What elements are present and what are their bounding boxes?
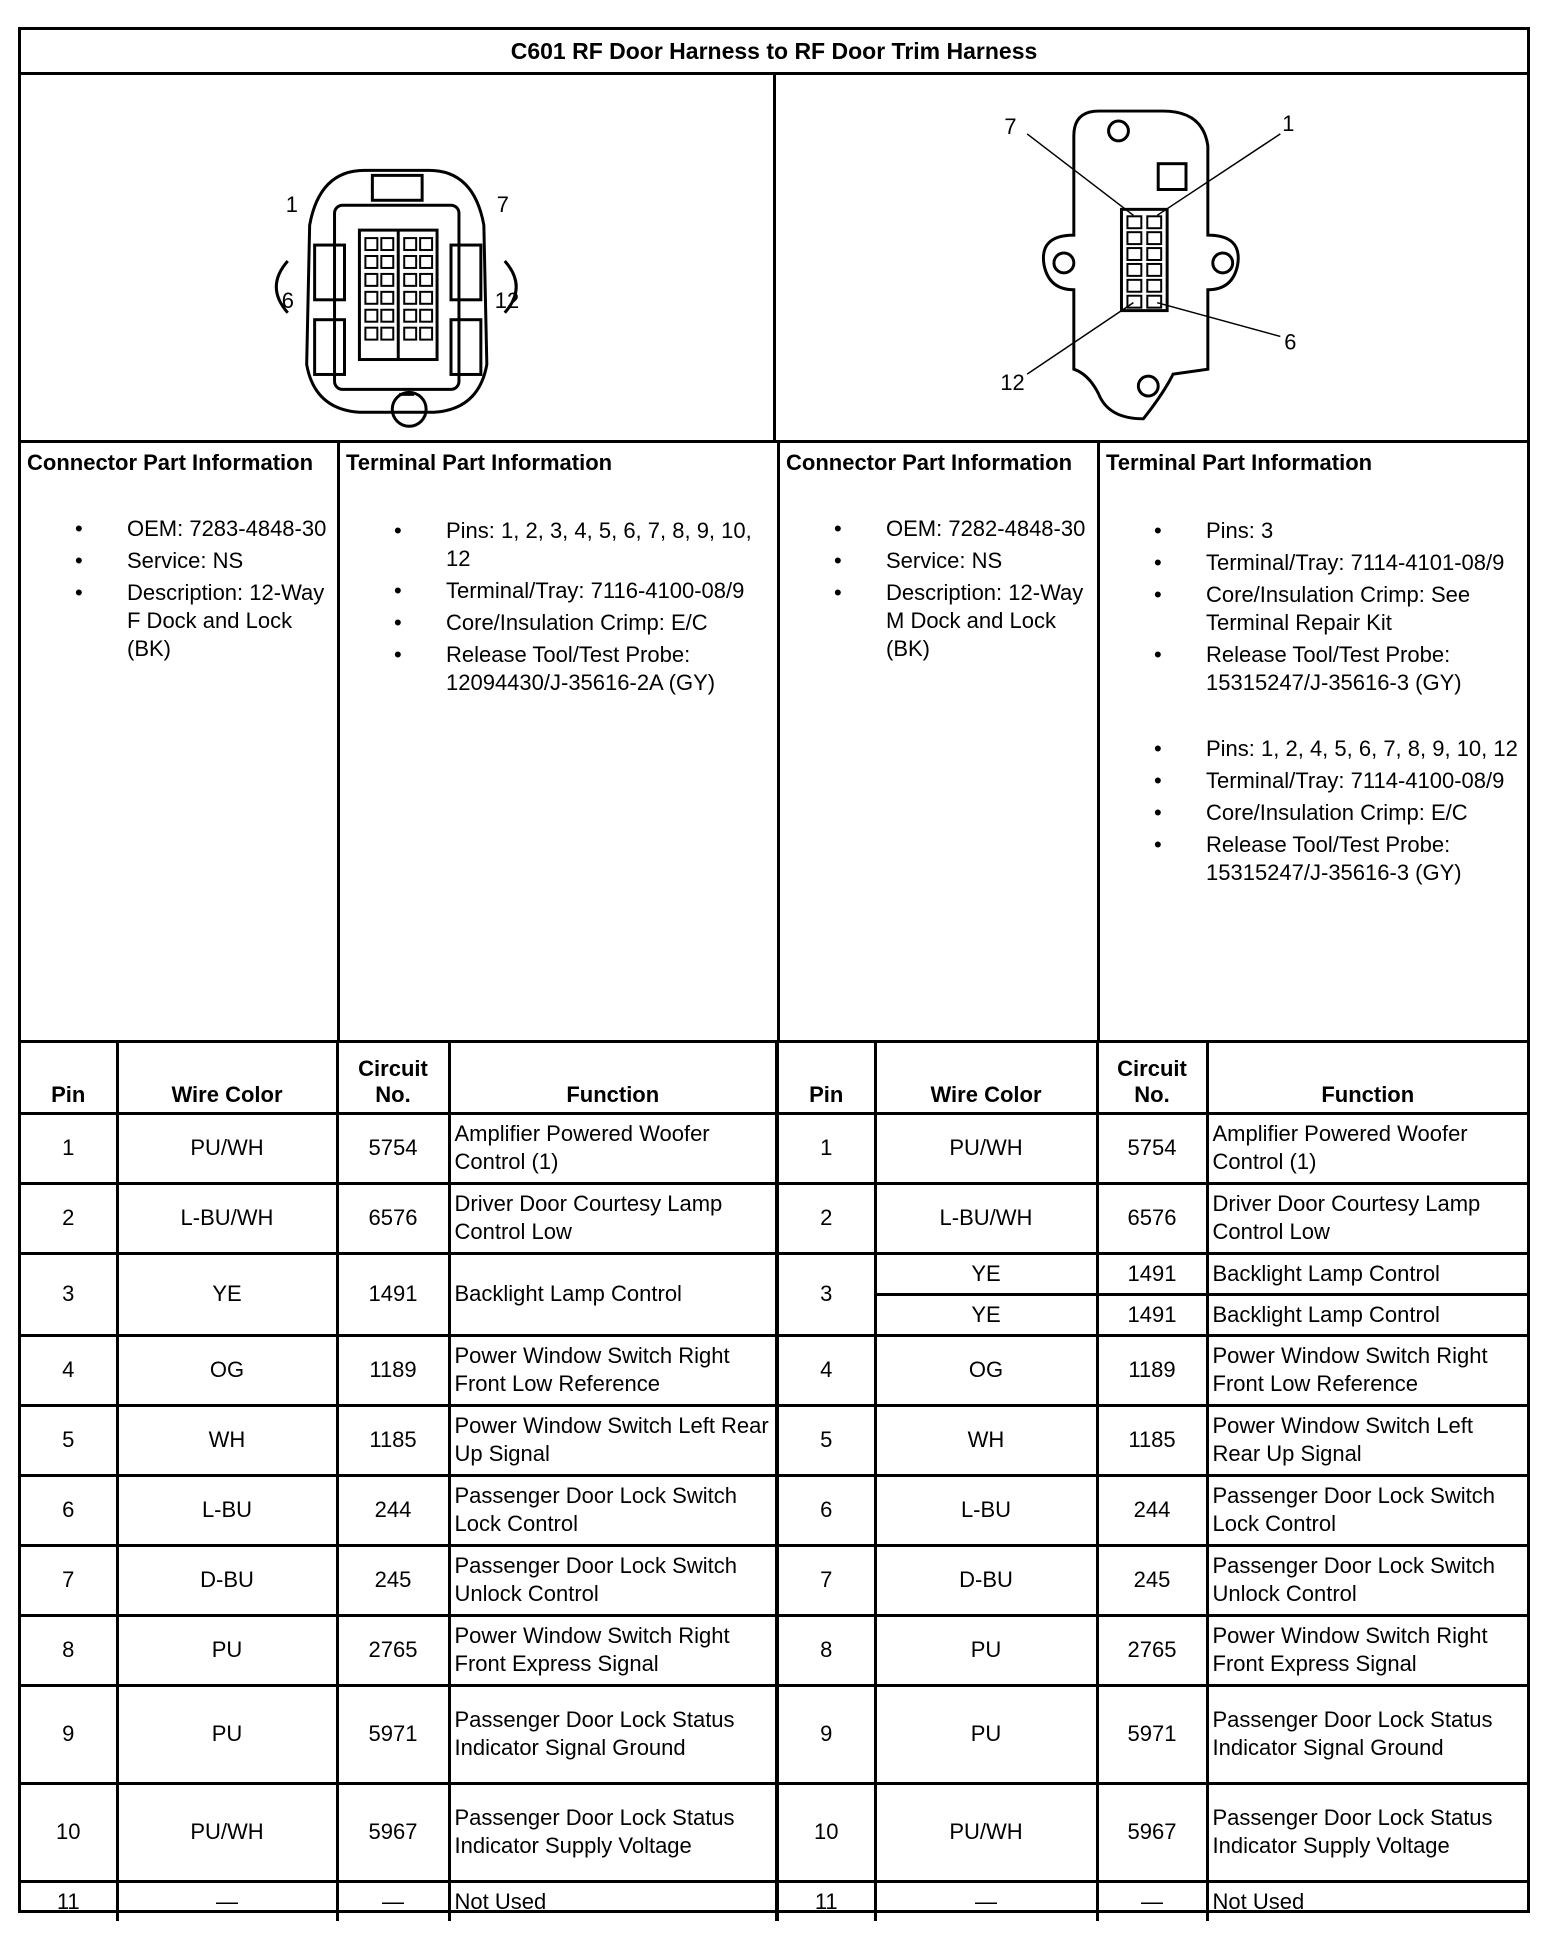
table-cell: 5 [777, 1405, 875, 1475]
table-cell: 5754 [337, 1113, 449, 1183]
left-connector-heading: Connector Part Information [27, 450, 314, 475]
list-item: • Release Tool/Test Probe: 15315247/J-35616-3 (GY) [1106, 831, 1521, 887]
table-cell: Passenger Door Lock Switch Lock Control [449, 1475, 777, 1545]
table-cell: 1189 [1097, 1335, 1207, 1405]
table-cell: PU [117, 1615, 337, 1685]
table-cell: 1491 [337, 1253, 449, 1335]
table-cell: Passenger Door Lock Status Indicator Signal Ground [449, 1685, 777, 1783]
right-connector-info [777, 443, 1097, 1040]
left-connector-diagram [21, 75, 773, 440]
table-cell: PU/WH [875, 1783, 1097, 1881]
table-cell: Amplifier Powered Woofer Control (1) [1207, 1113, 1527, 1183]
table-cell: PU [875, 1615, 1097, 1685]
table-cell: 3 [777, 1253, 875, 1335]
table-cell: 11 [21, 1881, 117, 1921]
page-title: C601 RF Door Harness to RF Door Trim Harness [21, 30, 1527, 75]
table-cell: 7 [21, 1545, 117, 1615]
table-cell: 10 [777, 1783, 875, 1881]
table-cell: Driver Door Courtesy Lamp Control Low [1207, 1183, 1527, 1253]
list-item: • OEM: 7283-4848-30 [27, 515, 331, 543]
table-cell: WH [875, 1405, 1097, 1475]
table-row [21, 1685, 1527, 1783]
left-terminal-info [337, 443, 777, 1040]
table-cell: 244 [337, 1475, 449, 1545]
table-cell: Not Used [449, 1881, 777, 1921]
table-cell: L-BU [117, 1475, 337, 1545]
diagram-row [21, 75, 1527, 443]
table-cell: 1491 [1097, 1253, 1207, 1294]
header-pin: Pin [777, 1043, 875, 1113]
pin-label-12: 12 [999, 370, 1025, 396]
table-row [21, 1253, 1527, 1294]
header-wire-color: Wire Color [117, 1043, 337, 1113]
right-terminal-info [1097, 443, 1527, 1040]
table-cell: Power Window Switch Right Front Express Signal [1207, 1615, 1527, 1685]
list-item: • Pins: 1, 2, 4, 5, 6, 7, 8, 9, 10, 12 [1106, 735, 1521, 763]
table-cell: 4 [21, 1335, 117, 1405]
table-cell: Passenger Door Lock Status Indicator Supply Voltage [1207, 1783, 1527, 1881]
table-cell: Passenger Door Lock Switch Unlock Control [1207, 1545, 1527, 1615]
table-cell: 1 [21, 1113, 117, 1183]
table-cell: 1189 [337, 1335, 449, 1405]
table-cell: 244 [1097, 1475, 1207, 1545]
table-cell: — [1097, 1881, 1207, 1921]
pin-label-6: 6 [281, 287, 294, 313]
pin-label-7: 7 [496, 192, 509, 218]
table-cell: 2 [21, 1183, 117, 1253]
table-cell: 3 [21, 1253, 117, 1335]
table-cell: OG [117, 1335, 337, 1405]
table-cell: 5967 [337, 1783, 449, 1881]
list-item: • Description: 12-Way F Dock and Lock (BK) [27, 579, 331, 663]
list-item: • Core/Insulation Crimp: E/C [1106, 799, 1521, 827]
male-connector-drawing [776, 75, 1528, 440]
connector-sheet [18, 27, 1530, 1913]
pin-label-1: 1 [1281, 110, 1294, 136]
table-cell: 8 [777, 1615, 875, 1685]
table-cell: 2 [777, 1183, 875, 1253]
pin-label-12: 12 [494, 287, 520, 313]
table-cell: Power Window Switch Right Front Express Signal [449, 1615, 777, 1685]
header-pin: Pin [21, 1043, 117, 1113]
table-row [21, 1783, 1527, 1881]
table-cell: D-BU [117, 1545, 337, 1615]
table-cell: 10 [21, 1783, 117, 1881]
table-row [21, 1615, 1527, 1685]
table-cell: Amplifier Powered Woofer Control (1) [449, 1113, 777, 1183]
list-item: • OEM: 7282-4848-30 [786, 515, 1091, 543]
right-terminal-heading: Terminal Part Information [1106, 450, 1373, 475]
table-cell: 245 [1097, 1545, 1207, 1615]
table-cell: PU [117, 1685, 337, 1783]
table-cell: Power Window Switch Left Rear Up Signal [1207, 1405, 1527, 1475]
table-cell: 5967 [1097, 1783, 1207, 1881]
table-cell: WH [117, 1405, 337, 1475]
table-cell: L-BU/WH [117, 1183, 337, 1253]
list-item: • Core/Insulation Crimp: See Terminal Repair Kit [1106, 581, 1521, 637]
table-cell: — [875, 1881, 1097, 1921]
table-cell: 1185 [1097, 1405, 1207, 1475]
table-cell: Passenger Door Lock Status Indicator Signal Ground [1207, 1685, 1527, 1783]
table-cell: Passenger Door Lock Status Indicator Supply Voltage [449, 1783, 777, 1881]
table-cell: — [337, 1881, 449, 1921]
table-cell: 4 [777, 1335, 875, 1405]
table-cell: PU/WH [117, 1783, 337, 1881]
table-cell: YE [117, 1253, 337, 1335]
table-cell: 1 [777, 1113, 875, 1183]
pin-label-7: 7 [1003, 113, 1016, 139]
table-cell: D-BU [875, 1545, 1097, 1615]
table-cell: — [117, 1881, 337, 1921]
table-cell: Power Window Switch Left Rear Up Signal [449, 1405, 777, 1475]
table-cell: PU/WH [875, 1113, 1097, 1183]
table-cell: 5971 [337, 1685, 449, 1783]
table-cell: YE [875, 1294, 1097, 1335]
header-circuit: Circuit No. [1097, 1043, 1207, 1113]
left-terminal-heading: Terminal Part Information [346, 450, 613, 475]
header-function: Function [1207, 1043, 1527, 1113]
table-row [21, 1405, 1527, 1475]
table-cell: Passenger Door Lock Switch Lock Control [1207, 1475, 1527, 1545]
list-item: • Service: NS [27, 547, 331, 575]
header-circuit: Circuit No. [337, 1043, 449, 1113]
female-connector-drawing [21, 75, 773, 440]
table-cell: L-BU/WH [875, 1183, 1097, 1253]
table-cell: 6 [21, 1475, 117, 1545]
list-item: • Terminal/Tray: 7114-4101-08/9 [1106, 549, 1521, 577]
list-item: • Description: 12-Way M Dock and Lock (BK) [786, 579, 1091, 663]
list-item: • Pins: 3 [1106, 517, 1521, 545]
table-cell: Backlight Lamp Control [449, 1253, 777, 1335]
table-cell: 9 [21, 1685, 117, 1783]
table-cell: 6 [777, 1475, 875, 1545]
table-cell: 1491 [1097, 1294, 1207, 1335]
table-cell: 2765 [1097, 1615, 1207, 1685]
table-cell: Backlight Lamp Control [1207, 1294, 1527, 1335]
list-item: • Release Tool/Test Probe: 15315247/J-35616-3 (GY) [1106, 641, 1521, 697]
table-cell: 2765 [337, 1615, 449, 1685]
pin-label-1: 1 [285, 192, 298, 218]
table-cell: Power Window Switch Right Front Low Reference [449, 1335, 777, 1405]
table-cell: 245 [337, 1545, 449, 1615]
right-connector-heading: Connector Part Information [786, 450, 1073, 475]
table-row [21, 1113, 1527, 1183]
table-cell: Power Window Switch Right Front Low Reference [1207, 1335, 1527, 1405]
table-cell: 5754 [1097, 1113, 1207, 1183]
table-cell: Backlight Lamp Control [1207, 1253, 1527, 1294]
pinout-table [21, 1043, 1527, 1921]
table-cell: 5971 [1097, 1685, 1207, 1783]
pin-label-6: 6 [1283, 329, 1296, 355]
list-item: • Pins: 1, 2, 3, 4, 5, 6, 7, 8, 9, 10, 12 [346, 517, 771, 573]
list-item: • Release Tool/Test Probe: 12094430/J-35616-2A (GY) [346, 641, 771, 697]
table-cell: 8 [21, 1615, 117, 1685]
header-function: Function [449, 1043, 777, 1113]
table-cell: Not Used [1207, 1881, 1527, 1921]
table-cell: YE [875, 1253, 1097, 1294]
list-item: • Core/Insulation Crimp: E/C [346, 609, 771, 637]
table-cell: Passenger Door Lock Switch Unlock Control [449, 1545, 777, 1615]
left-connector-info [21, 443, 337, 1040]
table-row [21, 1183, 1527, 1253]
table-row [21, 1881, 1527, 1921]
table-cell: OG [875, 1335, 1097, 1405]
part-info-row [21, 443, 1527, 1043]
list-item: • Service: NS [786, 547, 1091, 575]
table-cell: 6576 [337, 1183, 449, 1253]
table-cell: PU/WH [117, 1113, 337, 1183]
header-wire-color: Wire Color [875, 1043, 1097, 1113]
table-cell: 5 [21, 1405, 117, 1475]
table-row [21, 1475, 1527, 1545]
table-cell: 9 [777, 1685, 875, 1783]
table-row [21, 1545, 1527, 1615]
table-cell: PU [875, 1685, 1097, 1783]
list-item: • Terminal/Tray: 7114-4100-08/9 [1106, 767, 1521, 795]
table-cell: 1185 [337, 1405, 449, 1475]
table-cell: 11 [777, 1881, 875, 1921]
table-cell: 6576 [1097, 1183, 1207, 1253]
list-item: • Terminal/Tray: 7116-4100-08/9 [346, 577, 771, 605]
table-cell: L-BU [875, 1475, 1097, 1545]
table-row [21, 1335, 1527, 1405]
right-connector-diagram [773, 75, 1528, 440]
table-cell: 7 [777, 1545, 875, 1615]
table-cell: Driver Door Courtesy Lamp Control Low [449, 1183, 777, 1253]
